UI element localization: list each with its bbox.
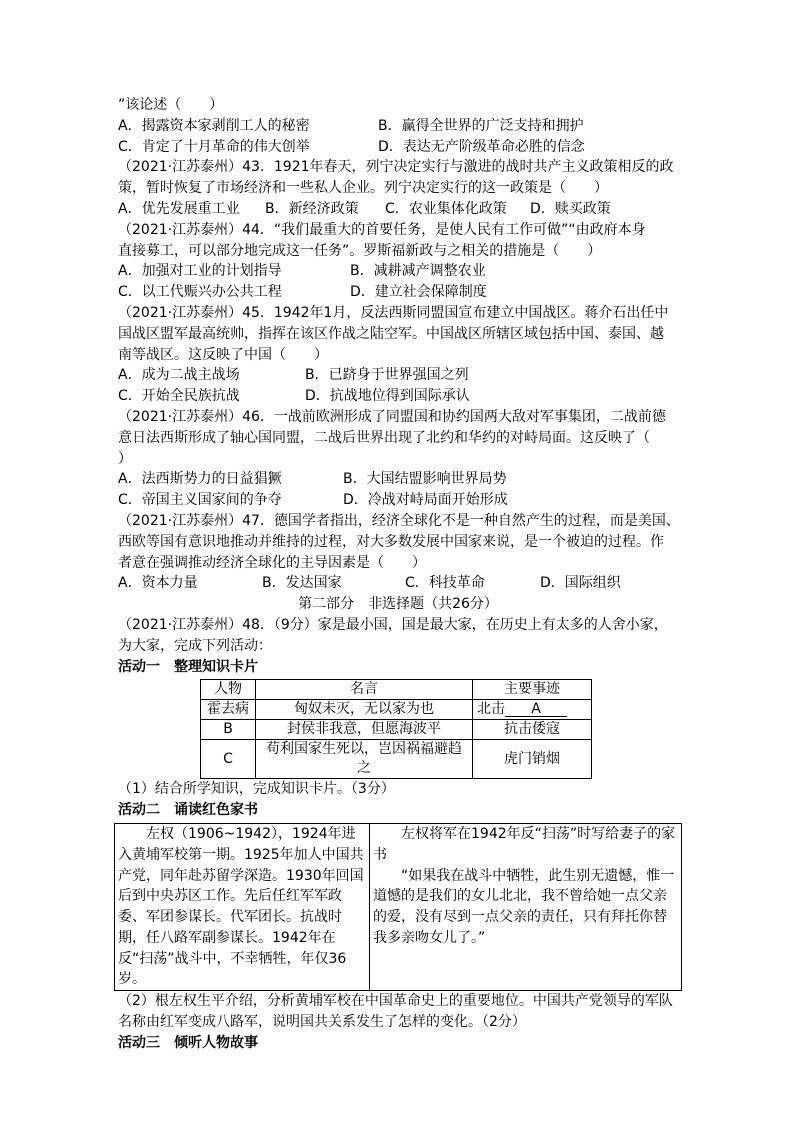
cell-person: B <box>201 720 256 740</box>
q43-option-a: A．优先发展重工业 <box>118 200 240 217</box>
deed-prefix: 北击 <box>477 701 505 718</box>
q43-stem: 策，暂时恢复了市场经济和一些私人企业。列宁决定实行的这一政策是（ ） <box>118 180 608 197</box>
table-row <box>201 720 592 740</box>
q45-options-row <box>118 365 678 386</box>
header-person: 人物 <box>201 680 256 700</box>
q45-stem: 南等战区。这反映了中国（ ） <box>118 346 328 363</box>
table-header-row <box>201 680 592 700</box>
q44-option-b: B．减耕减产调整农业 <box>350 263 486 280</box>
activity2-question: 名称由红军变成八路军，说明国共关系发生了怎样的变化。（2分） <box>118 1014 526 1031</box>
activity1-heading: 活动一 整理知识卡片 <box>118 658 258 675</box>
q45-option-c: C．开始全民族抗战 <box>118 388 240 405</box>
bio-text: 左权（1906~1942），1924年进入黄埔军校第一期。1925年加人中国共产党，同年赴苏留学深造。1930年回国后到中央苏区工作。先后任红军军政委、军团参谋长。代军团长。抗战时期，任八路军副参谋长。1942年在反“扫荡”战斗中，不幸牺牲，年仅36岁。 <box>118 825 364 988</box>
q47-option-a: A．资本力量 <box>118 575 198 592</box>
activity2-heading: 活动二 诵读红色家书 <box>118 802 258 819</box>
q44-option-d: D．建立社会保障制度 <box>350 284 487 301</box>
q47-option-c: C．科技革命 <box>405 575 485 592</box>
q44-stem: 直接募工，可以部分地完成这一任务”。罗斯福新政与之相关的措施是（ ） <box>118 242 602 259</box>
exam-page <box>118 95 678 1054</box>
q44-option-c: C．以工代赈兴办公共工程 <box>118 284 282 301</box>
q44-stem: （2021·江苏泰州）44．“我们最重大的首要任务，是使人民有工作可做”“由政府本身 <box>118 221 646 238</box>
q42-stem-tail: ”该论述（ ） <box>118 97 224 113</box>
q46-option-a: A．法西斯势力的日益猖獗 <box>118 471 282 488</box>
q42-option-d: D．表达无产阶级革命必胜的信念 <box>378 138 585 155</box>
q46-options-row <box>118 490 678 511</box>
activity1-question: （1）结合所学知识，完成知识卡片。（3分） <box>118 781 395 798</box>
q42-options-row <box>118 137 678 158</box>
cell-person: C <box>201 740 256 779</box>
q47-stem: （2021·江苏泰州）47．德国学者指出，经济全球化不是一种自然产生的过程，而是美国、 <box>118 512 680 529</box>
table-row <box>201 700 592 720</box>
q44-option-a: A．加强对工业的计划指导 <box>118 263 282 280</box>
q43-option-d: D．赎买政策 <box>530 200 611 217</box>
q42-option-b: B．赢得全世界的广泛支持和拥护 <box>378 117 584 134</box>
header-deed: 主要事迹 <box>473 680 592 700</box>
q44-options-row <box>118 261 678 282</box>
activity3-heading: 活动三 倾听人物故事 <box>118 1034 258 1051</box>
q45-option-a: A．成为二战主战场 <box>118 367 240 384</box>
activity2-question: （2）根左权生平介绍，分析黄埔军校在中国革命史上的重要地位。中国共产党领导的军队 <box>118 993 673 1010</box>
q45-option-b: B．已跻身于世界强国之列 <box>305 367 469 384</box>
q47-stem: 西欧等国有意识地推动并维持的过程，对大多数发展中国家来说，是一个被迫的过程。作 <box>118 533 664 550</box>
q47-option-b: B．发达国家 <box>262 575 342 592</box>
letter-text: “如果我在战斗中牺牲，此生别无遗憾，惟一道憾的是我们的女儿北北，我不曾给她一点父亲的爱，没有尽到一点父亲的责任，只有拜托你替我多亲吻女儿了。” <box>373 867 675 946</box>
q44-options-row <box>118 282 678 303</box>
q46-option-d: D．冷战对峙局面开始形成 <box>343 492 508 509</box>
q45-stem: （2021·江苏泰州）45．1942年1月，反法西斯同盟国宣布建立中国战区。蒋介石出任中 <box>118 304 669 321</box>
q46-option-b: B．大国结盟影响世界局势 <box>343 471 507 488</box>
q42-option-c: C．肯定了十月革命的伟大创举 <box>118 138 310 155</box>
part2-title: 第二部分 非选择题（共26分） <box>298 596 498 613</box>
q48-stem: （2021·江苏泰州）48．（9分）家是最小国，国是最大家，在历史上有太多的人舍小家， <box>118 616 668 633</box>
q47-options-row <box>118 573 678 594</box>
zuoquan-bio <box>115 824 370 990</box>
q46-stem: （2021·江苏泰州）46．一战前欧洲形成了同盟国和协约国两大敌对军事集团，二战前德 <box>118 408 666 425</box>
q42-options-row <box>118 116 678 137</box>
q48-stem: 为大家，完成下列活动： <box>118 637 272 654</box>
q46-options-row <box>118 469 678 490</box>
q46-option-c: C．帝国主义国家间的争夺 <box>118 492 282 509</box>
blank-a: A <box>505 702 567 717</box>
cell-quote: 匈奴未灭，无以家为也 <box>256 700 473 720</box>
q46-stem: 意日法西斯形成了轴心国同盟，二战后世界出现了北约和华约的对峙局面。这反映了（ <box>118 429 650 446</box>
q43-option-b: B．新经济政策 <box>265 200 359 217</box>
q42-option-a: A．揭露资本家剥削工人的秘密 <box>118 117 310 134</box>
cell-deed: 抗击倭寇 <box>473 720 592 740</box>
q47-stem: 者意在强调推动经济全球化的主导因素是（ ） <box>118 554 426 571</box>
q45-stem: 国战区盟军最高统帅，指挥在该区作战之陆空军。中国战区所辖区域包括中国、泰国、越 <box>118 325 664 342</box>
cell-quote: 封侯非我意，但愿海波平 <box>256 720 473 740</box>
q47-option-d: D．国际组织 <box>540 575 621 592</box>
cell-deed <box>473 700 592 720</box>
q43-options-row <box>118 199 678 220</box>
q45-options-row <box>118 386 678 407</box>
header-quote: 名言 <box>256 680 473 700</box>
cell-quote: 苟利国家生死以，岂因祸福避趋之 <box>256 740 473 779</box>
cell-deed: 虎门销烟 <box>473 740 592 779</box>
family-letter-box <box>114 823 682 991</box>
family-letter <box>370 824 681 990</box>
q43-stem: （2021·江苏泰州）43．1921年春天，列宁决定实行与激进的战时共产主义政策相反的政 <box>118 159 674 176</box>
cell-person: 霍去病 <box>201 700 256 720</box>
table-row <box>201 740 592 779</box>
knowledge-card-table <box>200 679 592 779</box>
letter-intro: 左权将军在1942年反“扫荡”时写给妻子的家书 <box>373 825 676 863</box>
q45-option-d: D．抗战地位得到国际承认 <box>305 388 470 405</box>
q43-option-c: C．农业集体化政策 <box>385 200 507 217</box>
q46-stem: ） <box>118 450 132 467</box>
